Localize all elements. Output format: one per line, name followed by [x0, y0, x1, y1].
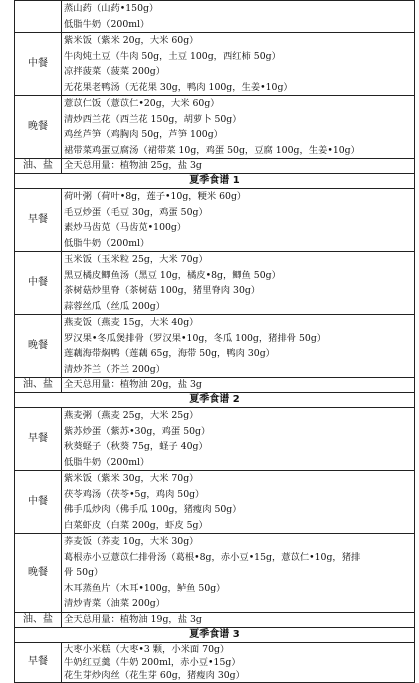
meal-row [15, 96, 415, 159]
dish-line: 凉拌菠菜（菠菜 200g） [64, 66, 166, 77]
dish-line: 薏苡仁饭（薏苡仁•20g，大米 60g） [64, 98, 220, 109]
meal-row [15, 189, 415, 252]
oil-salt-amount: 全天总用量：植物油 20g，盐 3g [62, 378, 415, 393]
dish-line: 低脂牛奶（200ml） [64, 237, 150, 249]
meal-label: 早餐 [15, 408, 62, 471]
meal-row [15, 315, 415, 378]
dish-line: 玉米饭（玉米粒 25g，大米 70g） [64, 254, 208, 265]
dish-line: 清炒芥兰（芥兰 200g） [64, 363, 166, 375]
meal-row [15, 252, 415, 315]
recipe-table [14, 0, 415, 683]
oil-salt-label: 油、盐 [15, 159, 62, 174]
dish-line: 紫米饭（紫米 20g，大米 60g） [64, 35, 199, 46]
meal-row [15, 1, 415, 33]
dish-line: 蒸山药（山药•150g） [64, 3, 159, 14]
meal-label [15, 1, 62, 33]
section-heading: 夏季食谱 3 [15, 627, 415, 642]
dish-line: 牛肉炖土豆（牛肉 50g，土豆 100g，西红柿 50g） [64, 50, 281, 62]
oil-salt-row [15, 378, 415, 393]
section-heading: 夏季食谱 2 [15, 393, 415, 408]
dish-line: 大枣小米糕（大枣•3 颗，小米面 70g） [64, 643, 230, 655]
meal-label: 晚餐 [15, 96, 62, 159]
dish-line: 秋葵蛏子（秋葵 75g，蛏子 40g） [64, 441, 208, 452]
dish-line: 低脂牛奶（200ml） [64, 18, 150, 30]
dish-line: 茯苓鸡汤（茯苓•5g，鸡肉 50g） [64, 488, 205, 500]
meal-items [62, 1, 415, 33]
meal-items [62, 252, 415, 315]
meal-label: 早餐 [15, 642, 62, 682]
oil-salt-row [15, 612, 415, 627]
dish-line: 荷叶粥（荷叶•8g，莲子•10g，粳米 60g） [64, 191, 247, 202]
meal-items [62, 33, 415, 96]
section-heading-row [15, 393, 415, 408]
meal-label: 晚餐 [15, 534, 62, 613]
meal-items [62, 642, 415, 682]
oil-salt-label: 油、盐 [15, 378, 62, 393]
dish-line: 荞麦饭（荞麦 10g，大米 30g） [64, 536, 199, 547]
meal-row [15, 33, 415, 96]
dish-line: 鸡丝芦笋（鸡胸肉 50g，芦笋 100g） [64, 129, 223, 140]
meal-row [15, 471, 415, 534]
dish-line: 白菜虾皮（白菜 200g，虾皮 5g） [64, 519, 208, 531]
meal-items [62, 408, 415, 471]
meal-items [62, 315, 415, 378]
meal-label: 晚餐 [15, 315, 62, 378]
oil-salt-amount: 全天总用量：植物油 19g，盐 3g [62, 612, 415, 627]
oil-salt-label: 油、盐 [15, 612, 62, 627]
dish-line: 骨 50g） [64, 567, 104, 578]
dish-line: 牛奶红豆羹（牛奶 200ml，赤小豆•15g） [64, 656, 241, 668]
meal-items [62, 96, 415, 159]
dish-line: 毛豆炒蛋（毛豆 30g，鸡蛋 50g） [64, 206, 208, 218]
dish-line: 莲藕海带焖鸭（莲藕 65g，海带 50g，鸭肉 30g） [64, 348, 275, 359]
dish-line: 紫米饭（紫米 30g，大米 70g） [64, 473, 199, 484]
dish-line: 素炒马齿苋（马齿苋•100g） [64, 222, 187, 233]
meal-items [62, 189, 415, 252]
dish-line: 清炒青菜（油菜 200g） [64, 598, 166, 609]
dish-line: 清炒西兰花（西兰花 150g，胡萝卜 50g） [64, 113, 242, 125]
meal-label: 早餐 [15, 189, 62, 252]
meal-label: 中餐 [15, 252, 62, 315]
dish-line: 木耳蒸鱼片（木耳•100g，鲈鱼 50g） [64, 582, 226, 594]
section-heading: 夏季食谱 1 [15, 174, 415, 189]
dish-line: 黑豆橘皮鲫鱼汤（黑豆 10g，橘皮•8g，鲫鱼 50g） [64, 269, 281, 281]
meal-row [15, 534, 415, 613]
meal-row [15, 408, 415, 471]
dish-line: 葛根赤小豆薏苡仁排骨汤（葛根•8g，赤小豆•15g，薏苡仁•10g，猪排 [64, 551, 361, 563]
dish-line: 燕麦饭（燕麦 15g，大米 40g） [64, 317, 199, 328]
dish-line: 蒜蓉丝瓜（丝瓜 200g） [64, 300, 166, 312]
dish-line: 罗汉果•冬瓜煲排骨（罗汉果•10g，冬瓜 100g，猪排骨 50g） [64, 332, 327, 344]
meal-items [62, 534, 415, 613]
oil-salt-row [15, 159, 415, 174]
meal-label: 中餐 [15, 33, 62, 96]
dish-line: 佛手瓜炒肉（佛手瓜 100g，猪瘦肉 50g） [64, 504, 242, 515]
meal-row [15, 642, 415, 682]
meal-label: 中餐 [15, 471, 62, 534]
dish-line: 低脂牛奶（200ml） [64, 456, 150, 468]
section-heading-row [15, 174, 415, 189]
dish-line: 燕麦粥（燕麦 25g，大米 25g） [64, 410, 199, 421]
dish-line: 花生芽炒肉丝（花生芽 60g，猪瘦肉 30g） [64, 669, 245, 681]
dish-line: 裙带菜鸡蛋豆腐汤（裙带菜 10g，鸡蛋 50g，豆腐 100g，生姜•10g） [64, 144, 360, 156]
dish-line: 无花果老鸭汤（无花果 30g，鸭肉 100g，生姜•10g） [64, 81, 293, 93]
dish-line: 茶树菇炒里脊（茶树菇 100g，猪里脊肉 30g） [64, 285, 261, 296]
oil-salt-amount: 全天总用量：植物油 25g，盐 3g [62, 159, 415, 174]
meal-items [62, 471, 415, 534]
section-heading-row [15, 627, 415, 642]
dish-line: 紫苏炒蛋（紫苏•30g，鸡蛋 50g） [64, 425, 211, 437]
